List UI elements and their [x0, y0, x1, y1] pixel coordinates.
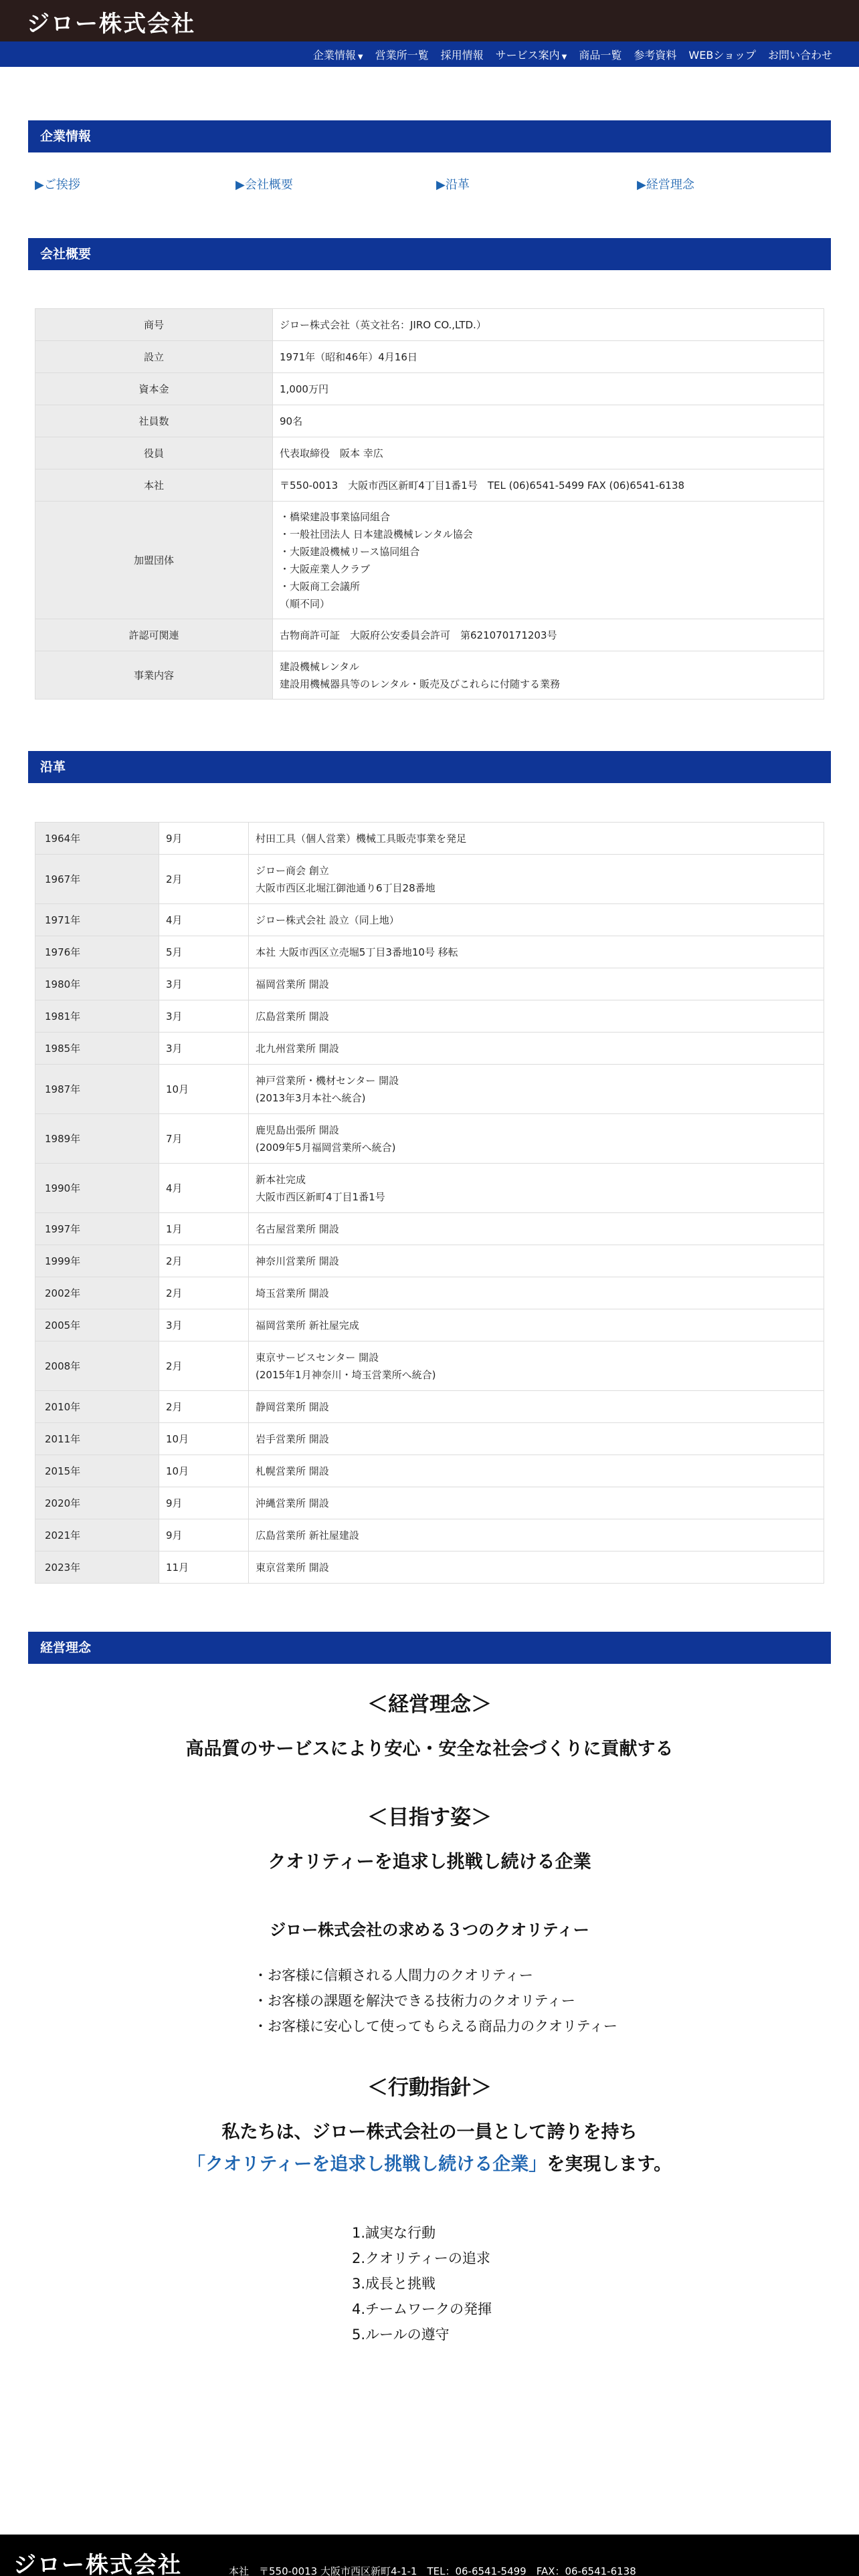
- history-year: 2020年: [35, 1487, 159, 1519]
- overview-label: 役員: [35, 437, 273, 469]
- overview-value: ・橋梁建設事業協同組合 ・一般社団法人 日本建設機械レンタル協会 ・大阪建設機械リース協同組合 ・大阪産業人クラブ ・大阪商工会議所 （順不同）: [273, 502, 824, 619]
- history-month: 10月: [159, 1455, 249, 1487]
- footer-logo[interactable]: ジロー株式会社: [13, 2552, 182, 2576]
- footer-address: 本社 〒550-0013 大阪市西区新町4-1-1 TEL：06-6541-5499 FAX：06-6541-6138: [229, 2565, 636, 2576]
- history-row: [35, 1033, 824, 1065]
- overview-value: ジロー株式会社（英文社名：JIRO CO.,LTD.）: [273, 309, 824, 341]
- quality-item: ・お客様に信頼される人間力のクオリティー: [254, 1967, 533, 1983]
- nav-item-contact[interactable]: お問い合わせ: [767, 48, 832, 62]
- history-year: 1997年: [35, 1213, 159, 1245]
- nav-item-webshop[interactable]: WEBショップ: [688, 48, 756, 62]
- history-year: 2021年: [35, 1519, 159, 1551]
- overview-row: [35, 651, 824, 700]
- overview-row: [35, 373, 824, 405]
- history-month: 1月: [159, 1213, 249, 1245]
- overview-label: 設立: [35, 341, 273, 373]
- overview-value: 古物商許可証 大阪府公安委員会許可 第621070171203号: [273, 619, 824, 651]
- history-row: [35, 1455, 824, 1487]
- history-year: 1985年: [35, 1033, 159, 1065]
- history-row: [35, 1000, 824, 1033]
- guideline-item: 2.クオリティーの追求: [352, 2250, 490, 2266]
- anchor-link-overview[interactable]: ▶会社概要: [235, 178, 293, 192]
- history-month: 9月: [159, 823, 249, 855]
- history-year: 1971年: [35, 904, 159, 936]
- history-event: ジロー商会 創立 大阪市西区北堀江御池通り6丁目28番地: [249, 855, 824, 904]
- history-month: 2月: [159, 1245, 249, 1277]
- guideline-item: 1.誠実な行動: [352, 2225, 436, 2241]
- nav-item-offices[interactable]: 営業所一覧: [375, 48, 429, 62]
- history-event: ジロー株式会社 設立（同上地）: [249, 904, 824, 936]
- history-year: 2023年: [35, 1551, 159, 1584]
- overview-label: 社員数: [35, 405, 273, 437]
- overview-row: [35, 341, 824, 373]
- history-year: 1976年: [35, 936, 159, 968]
- overview-label: 資本金: [35, 373, 273, 405]
- overview-row: [35, 437, 824, 469]
- anchor-link-history[interactable]: ▶沿革: [436, 178, 470, 192]
- overview-row: [35, 619, 824, 651]
- history-row: [35, 904, 824, 936]
- history-month: 4月: [159, 1164, 249, 1213]
- history-event: 沖縄営業所 開設: [249, 1487, 824, 1519]
- philosophy-heading: ＜経営理念＞: [367, 1693, 492, 1717]
- philosophy-statement: 高品質のサービスにより安心・安全な社会づくりに貢献する: [185, 1739, 674, 1759]
- history-month: 10月: [159, 1065, 249, 1114]
- global-nav: [0, 41, 859, 67]
- history-event: 広島営業所 新社屋建設: [249, 1519, 824, 1551]
- guideline-item: 5.ルールの遵守: [352, 2327, 450, 2343]
- history-event: 東京サービスセンター 開設 (2015年1月神奈川・埼玉営業所へ統合): [249, 1341, 824, 1391]
- history-row: [35, 1245, 824, 1277]
- history-event: 新本社完成 大阪市西区新町4丁目1番1号: [249, 1164, 824, 1213]
- history-month: 11月: [159, 1551, 249, 1584]
- history-event: 埼玉営業所 開設: [249, 1277, 824, 1309]
- section-heading-philosophy: 経営理念: [28, 1632, 831, 1664]
- history-event: 鹿児島出張所 開設 (2009年5月福岡営業所へ統合): [249, 1114, 824, 1164]
- history-year: 2011年: [35, 1423, 159, 1455]
- guideline-item: 3.成長と挑戦: [352, 2276, 436, 2292]
- history-row: [35, 1114, 824, 1164]
- history-row: [35, 1213, 824, 1245]
- history-year: 1964年: [35, 823, 159, 855]
- overview-value: 1,000万円: [273, 373, 824, 405]
- history-month: 2月: [159, 1277, 249, 1309]
- history-event: 静岡営業所 開設: [249, 1391, 824, 1423]
- overview-value: 90名: [273, 405, 824, 437]
- history-year: 1987年: [35, 1065, 159, 1114]
- pride-statement: 私たちは、ジロー株式会社の一員として誇りを持ち: [221, 2122, 638, 2143]
- nav-item-company[interactable]: 企業情報 ▼: [312, 48, 363, 62]
- realize-statement: 「クオリティーを追求し挑戦し続ける企業」を実現します。: [187, 2154, 672, 2175]
- history-month: 9月: [159, 1487, 249, 1519]
- history-event: 福岡営業所 新社屋完成: [249, 1309, 824, 1341]
- history-row: [35, 1519, 824, 1551]
- history-table: [35, 822, 824, 1584]
- history-event: 東京営業所 開設: [249, 1551, 824, 1584]
- overview-value: 〒550-0013 大阪市西区新町4丁目1番1号 TEL (06)6541-5499 FAX (06)6541-6138: [273, 469, 824, 502]
- quality-item: ・お客様の課題を解決できる技術力のクオリティー: [254, 1993, 575, 2009]
- overview-label: 事業内容: [35, 651, 273, 700]
- history-row: [35, 1277, 824, 1309]
- section-heading-company: 企業情報: [28, 120, 831, 152]
- history-month: 3月: [159, 1033, 249, 1065]
- history-row: [35, 1551, 824, 1584]
- section-heading-history: 沿革: [28, 751, 831, 783]
- history-event: 広島営業所 開設: [249, 1000, 824, 1033]
- history-year: 2008年: [35, 1341, 159, 1391]
- caret-down-icon: ▼: [357, 53, 363, 61]
- history-event: 神戸営業所・機材センター 開設 (2013年3月本社へ統合): [249, 1065, 824, 1114]
- history-month: 2月: [159, 1391, 249, 1423]
- history-month: 10月: [159, 1423, 249, 1455]
- history-month: 9月: [159, 1519, 249, 1551]
- history-year: 2002年: [35, 1277, 159, 1309]
- history-row: [35, 1164, 824, 1213]
- overview-value: 1971年（昭和46年）4月16日: [273, 341, 824, 373]
- history-event: 本社 大阪市西区立売堀5丁目3番地10号 移転: [249, 936, 824, 968]
- nav-item-recruit[interactable]: 採用情報: [440, 48, 484, 62]
- history-year: 1981年: [35, 1000, 159, 1033]
- overview-label: 加盟団体: [35, 502, 273, 619]
- history-year: 2010年: [35, 1391, 159, 1423]
- section-heading-overview: 会社概要: [28, 238, 831, 270]
- overview-label: 許認可関連: [35, 619, 273, 651]
- site-footer: [0, 2535, 859, 2576]
- overview-row: [35, 469, 824, 502]
- overview-row: [35, 502, 824, 619]
- guideline-item: 4.チームワークの発揮: [352, 2301, 492, 2317]
- realize-highlight: 「クオリティーを追求し挑戦し続ける企業」: [187, 2154, 547, 2175]
- history-month: 2月: [159, 855, 249, 904]
- site-header: [0, 0, 859, 41]
- history-month: 7月: [159, 1114, 249, 1164]
- nav-item-resources[interactable]: 参考資料: [634, 48, 677, 62]
- overview-row: [35, 405, 824, 437]
- history-row: [35, 1391, 824, 1423]
- nav-item-products[interactable]: 商品一覧: [579, 48, 622, 62]
- overview-label: 商号: [35, 309, 273, 341]
- vision-statement: クオリティーを追求し挑戦し続ける企業: [268, 1852, 591, 1872]
- quality-item: ・お客様に安心して使ってもらえる商品力のクオリティー: [254, 2018, 617, 2034]
- history-year: 1999年: [35, 1245, 159, 1277]
- anchor-link-greeting[interactable]: ▶ご挨拶: [35, 178, 80, 192]
- overview-label: 本社: [35, 469, 273, 502]
- history-row: [35, 1065, 824, 1114]
- history-year: 1967年: [35, 855, 159, 904]
- history-year: 1980年: [35, 968, 159, 1000]
- history-year: 1990年: [35, 1164, 159, 1213]
- history-row: [35, 1309, 824, 1341]
- history-event: 札幌営業所 開設: [249, 1455, 824, 1487]
- history-year: 2015年: [35, 1455, 159, 1487]
- history-row: [35, 1423, 824, 1455]
- nav-item-services[interactable]: サービス案内 ▼: [495, 48, 567, 62]
- history-row: [35, 823, 824, 855]
- history-year: 2005年: [35, 1309, 159, 1341]
- company-anchor-links: [35, 175, 838, 195]
- vision-heading: ＜目指す姿＞: [367, 1806, 492, 1830]
- history-month: 2月: [159, 1341, 249, 1391]
- history-row: [35, 968, 824, 1000]
- history-month: 3月: [159, 1000, 249, 1033]
- history-month: 3月: [159, 1309, 249, 1341]
- history-row: [35, 855, 824, 904]
- anchor-link-philosophy[interactable]: ▶経営理念: [637, 178, 694, 192]
- history-row: [35, 1341, 824, 1391]
- history-year: 1989年: [35, 1114, 159, 1164]
- guidelines-heading: ＜行動指針＞: [367, 2076, 492, 2100]
- history-event: 神奈川営業所 開設: [249, 1245, 824, 1277]
- overview-table: [35, 308, 824, 700]
- history-month: 3月: [159, 968, 249, 1000]
- history-row: [35, 1487, 824, 1519]
- caret-down-icon: ▼: [561, 53, 567, 61]
- history-row: [35, 936, 824, 968]
- overview-value: 建設機械レンタル 建設用機械器具等のレンタル・販売及びこれらに付随する業務: [273, 651, 824, 700]
- qualities-title: ジロー株式会社の求める３つのクオリティー: [270, 1921, 589, 1939]
- history-event: 岩手営業所 開設: [249, 1423, 824, 1455]
- overview-row: [35, 309, 824, 341]
- history-month: 4月: [159, 904, 249, 936]
- site-logo[interactable]: ジロー株式会社: [27, 11, 195, 37]
- history-event: 名古屋営業所 開設: [249, 1213, 824, 1245]
- history-month: 5月: [159, 936, 249, 968]
- history-event: 北九州営業所 開設: [249, 1033, 824, 1065]
- history-event: 村田工具（個人営業）機械工具販売事業を発足: [249, 823, 824, 855]
- history-event: 福岡営業所 開設: [249, 968, 824, 1000]
- overview-value: 代表取締役 阪本 幸広: [273, 437, 824, 469]
